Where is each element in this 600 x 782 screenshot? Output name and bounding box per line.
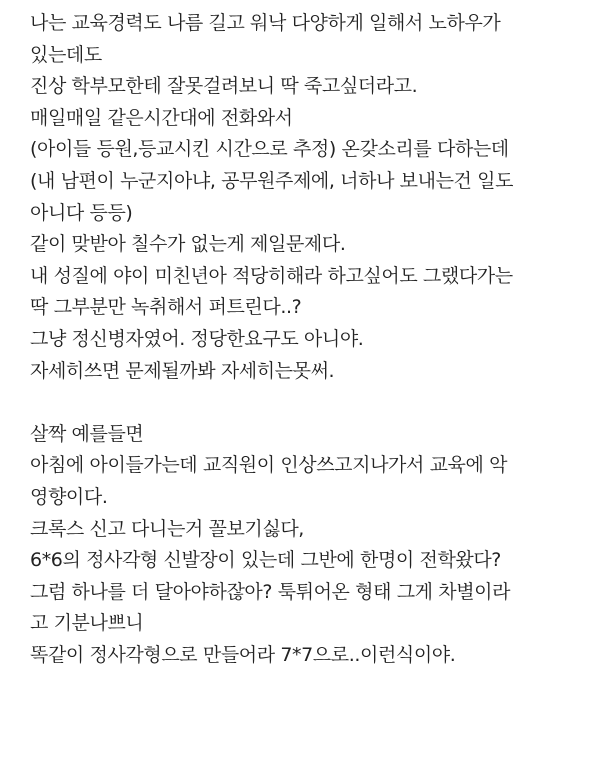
post-text-line: 내 성질에 야이 미친년아 적당히해라 하고싶어도 그랬다가는: [30, 264, 513, 287]
post-text-line: 크록스 신고 다니는거 꼴보기싫다,: [30, 517, 304, 540]
post-text-line: 아침에 아이들가는데 교직원이 인상쓰고지나가서 교육에 악: [30, 454, 508, 477]
post-text-line: 그냥 정신병자였어. 정당한요구도 아니야.: [30, 327, 364, 350]
post-text-line: 6*6의 정사각형 신발장이 있는데 그반에 한명이 전학왔다?: [30, 549, 501, 572]
post-text-line: (아이들 등원,등교시킨 시간으로 추정) 온갖소리를 다하는데: [30, 138, 509, 161]
post-text-line: 나는 교육경력도 나름 길고 워낙 다양하게 일해서 노하우가: [30, 12, 501, 34]
post-text-line: 아니다 등등): [30, 201, 133, 224]
post-text-line: 매일매일 같은시간대에 전화와서: [30, 106, 293, 129]
post-text-line: 같이 맞받아 칠수가 없는게 제일문제다.: [30, 233, 346, 256]
post-text-line: 영향이다.: [30, 485, 108, 508]
post-text-line: 살짝 예를들면: [30, 422, 144, 445]
post-text-line: 고 기분나쁘니: [30, 612, 144, 635]
post-text-line: (내 남편이 누군지아냐, 공무원주제에, 너하나 보내는건 일도: [30, 169, 514, 192]
post-text-line: 자세히쓰면 문제될까봐 자세히는못써.: [30, 359, 335, 382]
post-text-line: 똑같이 정사각형으로 만들어라 7*7으로..이런식이야.: [30, 643, 456, 666]
post-text-line: 있는데도: [30, 43, 102, 66]
post-text-line: 딱 그부분만 녹취해서 퍼트린다..?: [30, 296, 302, 319]
paragraph-break: [30, 387, 590, 419]
post-body: [30, 8, 590, 671]
post-text-line: 그럼 하나를 더 달아야하잖아? 툭튀어온 형태 그게 차별이라: [30, 580, 511, 603]
post-text-line: 진상 학부모한테 잘못걸려보니 딱 죽고싶더라고.: [30, 75, 418, 98]
